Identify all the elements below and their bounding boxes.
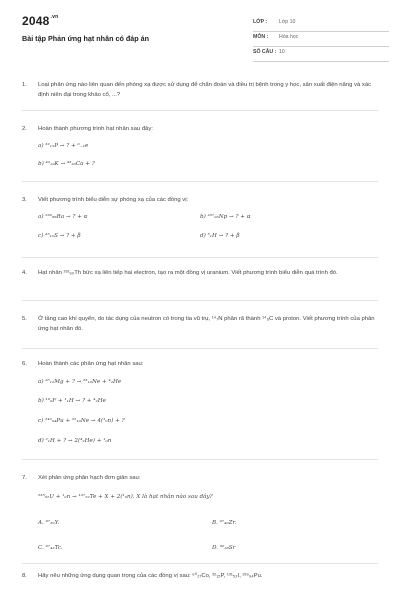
divider <box>22 563 378 564</box>
question-number: 1. <box>22 82 27 88</box>
meta-info <box>253 17 389 62</box>
question-number: 5. <box>22 316 27 322</box>
question-text: Hoàn thành các phản ứng hạt nhân sau: <box>38 361 144 367</box>
option-text: C. ⁹⁷₄₃Tc. <box>38 545 63 551</box>
equation-text: b) ⁴³₁₉K → ⁴³₂₀Ca + ? <box>38 161 95 167</box>
option-d[interactable] <box>212 543 235 553</box>
question-text: Loại phản ứng nào liên quan đến phóng xạ được sử dụng để chẩn đoán và điều trị bệnh trong y học, sản xuất điện năng và xác định niên đại trong khảo cổ, ...? <box>38 82 372 98</box>
divider <box>22 300 378 301</box>
equation-text: b) ¹⁹₉F + ¹₁H → ? + ⁴₂He <box>38 398 106 404</box>
meta-label: SỐ CÂU : <box>253 49 277 55</box>
option-text: D. ⁹⁶₃₈Sr <box>212 545 236 551</box>
header <box>22 14 382 62</box>
logo-suffix: .vn <box>50 14 59 20</box>
option-c[interactable] <box>38 543 63 553</box>
divider <box>22 459 378 460</box>
question-number: 8. <box>22 573 27 579</box>
equation-c <box>38 416 125 426</box>
document-title: Bài tập Phản ứng hạt nhân có đáp án <box>22 34 150 43</box>
meta-row-count <box>253 47 389 62</box>
question-number: 4. <box>22 270 27 276</box>
equation-b <box>200 212 251 222</box>
equation-text: c) ³⁵₁₆S → ? + β <box>38 233 81 239</box>
equation-text: a) ²⁶₁₂Mg + ? → ²³₁₀Ne + ⁴₂He <box>38 379 122 385</box>
equation-text: b) ²³⁷₉₃Np → ? + α <box>200 214 251 220</box>
equation-text: a) ²³⁰₈₈Ra → ? + α <box>38 214 88 220</box>
site-logo[interactable] <box>22 14 58 28</box>
question-number: 6. <box>22 361 27 367</box>
equation-c <box>38 231 81 241</box>
equation-a <box>38 212 87 222</box>
meta-value: Lớp 10 <box>279 19 296 25</box>
meta-value: Hóa học <box>279 34 299 40</box>
divider <box>22 110 378 111</box>
equation-text: d) ²₁H + ? → 2(⁴₂He) + ¹₀n <box>38 438 112 444</box>
equation-b <box>38 159 95 169</box>
equation-b <box>38 396 106 406</box>
equation-text: c) ²⁴²₉₄Pu + ²²₁₀Ne → 4(¹₀n) + ? <box>38 418 125 424</box>
meta-value: 10 <box>279 49 285 55</box>
question-number: 2. <box>22 126 27 132</box>
question-text: Hãy nêu những ứng dụng quan trọng của các đồng vị sau: ⁶⁰₂₇Co, ³²₁₅P, ¹³¹₅₃I, ²³⁹₉₄Pu. <box>38 573 263 579</box>
question-number: 3. <box>22 197 27 203</box>
equation-d <box>38 436 111 446</box>
question-text: Viết phương trình biểu diễn sự phóng xạ của các đồng vị: <box>38 197 189 203</box>
meta-row-subject <box>253 32 389 47</box>
equation-text: a) ³²₁₅P → ? + ⁰₋₁e <box>38 143 89 149</box>
question-text: Xét phản ứng phân hạch đơn giản sau: <box>38 475 141 481</box>
option-a[interactable] <box>38 518 59 528</box>
divider <box>22 181 378 182</box>
fission-equation <box>38 492 213 502</box>
equation-a <box>38 377 121 387</box>
divider <box>22 257 378 258</box>
option-text: A. ⁹⁷₃₉Y. <box>38 520 60 526</box>
meta-row-class <box>253 17 389 32</box>
question-text: Ở tầng cao khí quyển, do tác dụng của neutron có trong tia vũ trụ, ¹⁴₇N phân rã thành ¹⁴₆C và proton. Viết phương trình của phản ứng hạt nhân đó. <box>38 316 375 332</box>
meta-label: LỚP : <box>253 19 268 25</box>
option-b[interactable] <box>212 518 236 528</box>
divider <box>22 348 378 349</box>
equation-text: ²³⁵₉₂U + ¹₀n → ¹³⁷₅₂Te + X + 2(¹₀n). X là hạt nhân nào sau đây? <box>38 494 213 500</box>
question-text: Hoàn thành phương trình hạt nhân sau đây: <box>38 126 153 132</box>
logo-text: 2048 <box>22 14 50 28</box>
equation-text: d) ³₁H → ? + β <box>200 233 240 239</box>
question-text: Hạt nhân ²³²₉₀Th bức xạ liên tiếp hai electron, tạo ra một đồng vị uranium. Viết phương trình biểu diễn quá trình đó. <box>38 270 338 276</box>
meta-label: MÔN : <box>253 34 269 40</box>
question-number: 7. <box>22 475 27 481</box>
option-text: B. ⁹⁷₄₀Zr. <box>212 520 237 526</box>
equation-d <box>200 231 240 241</box>
equation-a <box>38 141 88 151</box>
